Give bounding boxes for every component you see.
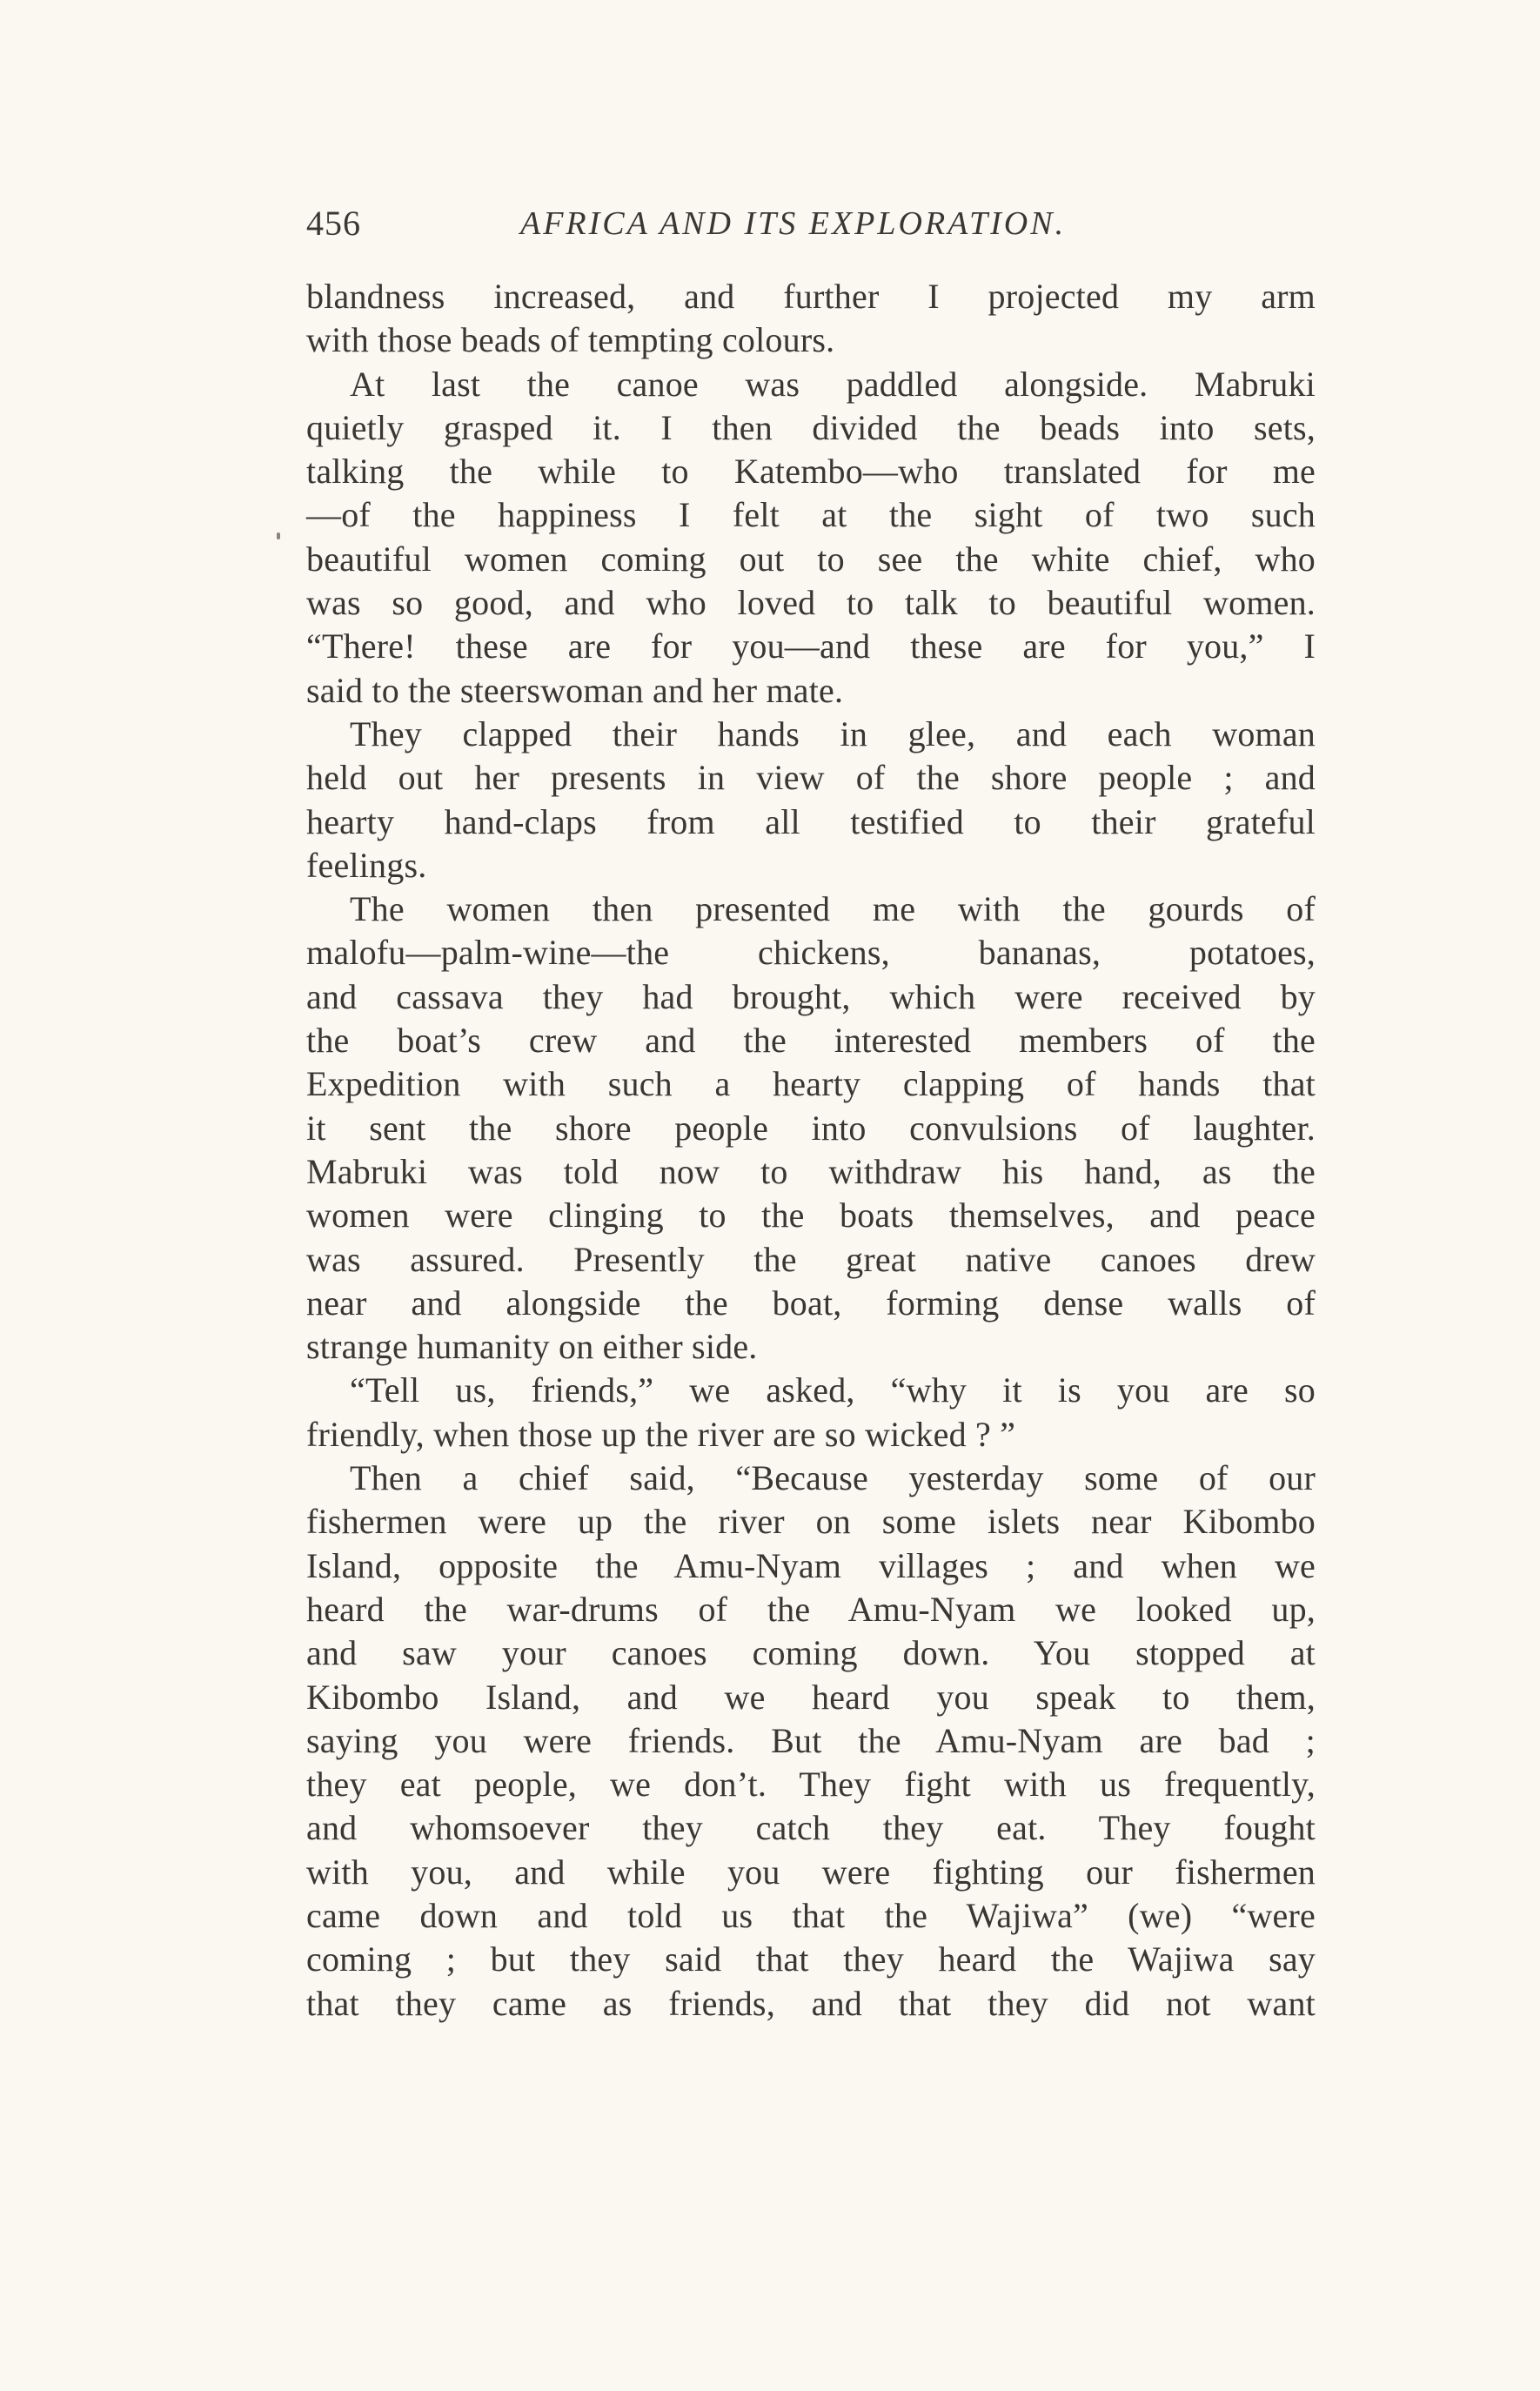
body-text <box>306 275 1316 2026</box>
text-line: talking the while to Katembo—who translated for me <box>306 452 1316 492</box>
text-line: quietly grasped it. I then divided the beads into sets, <box>306 407 1316 447</box>
running-title: AFRICA AND ITS EXPLORATION. <box>520 205 1067 242</box>
text-line: coming ; but they said that they heard the Wajiwa say <box>306 1939 1316 1979</box>
text-line: strange humanity on either side. <box>306 1327 758 1367</box>
text-line: women were clinging to the boats themselves, and peace <box>306 1196 1316 1236</box>
text-line: blandness increased, and further I projected my arm <box>306 277 1316 316</box>
text-line: came down and told us that the Wajiwa” (we) “were <box>306 1895 1316 1935</box>
text-line: Mabruki was told now to withdraw his hand, as the <box>306 1151 1316 1191</box>
text-line: Expedition with such a hearty clapping of hands that <box>306 1064 1316 1104</box>
text-line: heard the war-drums of the Amu-Nyam we looked up, <box>306 1589 1316 1629</box>
text-line: The women then presented me with the gourds of <box>350 889 1316 929</box>
text-line: They clapped their hands in glee, and each woman <box>350 713 1316 753</box>
text-line: and cassava they had brought, which were received by <box>306 976 1316 1016</box>
text-line: was so good, and who loved to talk to beautiful women. <box>306 583 1316 623</box>
text-line: hearty hand-claps from all testified to their grateful <box>306 801 1316 841</box>
text-line: near and alongside the boat, forming dense walls of <box>306 1283 1316 1323</box>
text-line: saying you were friends. But the Amu-Nyam are bad ; <box>306 1720 1316 1760</box>
text-line: At last the canoe was paddled alongside. Mabruki <box>350 364 1316 404</box>
text-line: —of the happiness I felt at the sight of two such <box>306 495 1316 535</box>
text-line: and whomsoever they catch they eat. They fought <box>306 1808 1316 1848</box>
text-line: friendly, when those up the river are so wicked ? ” <box>306 1414 1016 1454</box>
text-line: feelings. <box>306 845 427 885</box>
text-line: beautiful women coming out to see the white chief, who <box>306 539 1316 579</box>
text-line: fishermen were up the river on some islets near Kibombo <box>306 1502 1316 1542</box>
text-line: Then a chief said, “Because yesterday some of our <box>350 1458 1316 1498</box>
stray-ink-mark <box>277 532 280 539</box>
running-head <box>306 202 1316 245</box>
text-line: held out her presents in view of the shore people ; and <box>306 758 1316 798</box>
text-line: Island, opposite the Amu-Nyam villages ; and when we <box>306 1545 1316 1585</box>
text-line: the boat’s crew and the interested members of the <box>306 1021 1316 1061</box>
text-line: Kibombo Island, and we heard you speak to them, <box>306 1677 1316 1717</box>
text-line: “There! these are for you—and these are for you,” I <box>306 626 1316 666</box>
text-line: and saw your canoes coming down. You stopped at <box>306 1633 1316 1673</box>
text-line: with you, and while you were fighting our fishermen <box>306 1852 1316 1892</box>
text-line: with those beads of tempting colours. <box>306 320 835 360</box>
text-line: “Tell us, friends,” we asked, “why it is you are so <box>350 1370 1316 1410</box>
text-line: malofu—palm-wine—the chickens, bananas, potatoes, <box>306 933 1316 973</box>
text-line: it sent the shore people into convulsions of laughter. <box>306 1108 1316 1148</box>
text-line: they eat people, we don’t. They fight with us frequently, <box>306 1765 1316 1805</box>
page-number: 456 <box>306 204 361 243</box>
text-line: said to the steerswoman and her mate. <box>306 670 844 710</box>
text-line: that they came as friends, and that they did not want <box>306 1983 1316 2023</box>
text-line: was assured. Presently the great native canoes drew <box>306 1239 1316 1279</box>
